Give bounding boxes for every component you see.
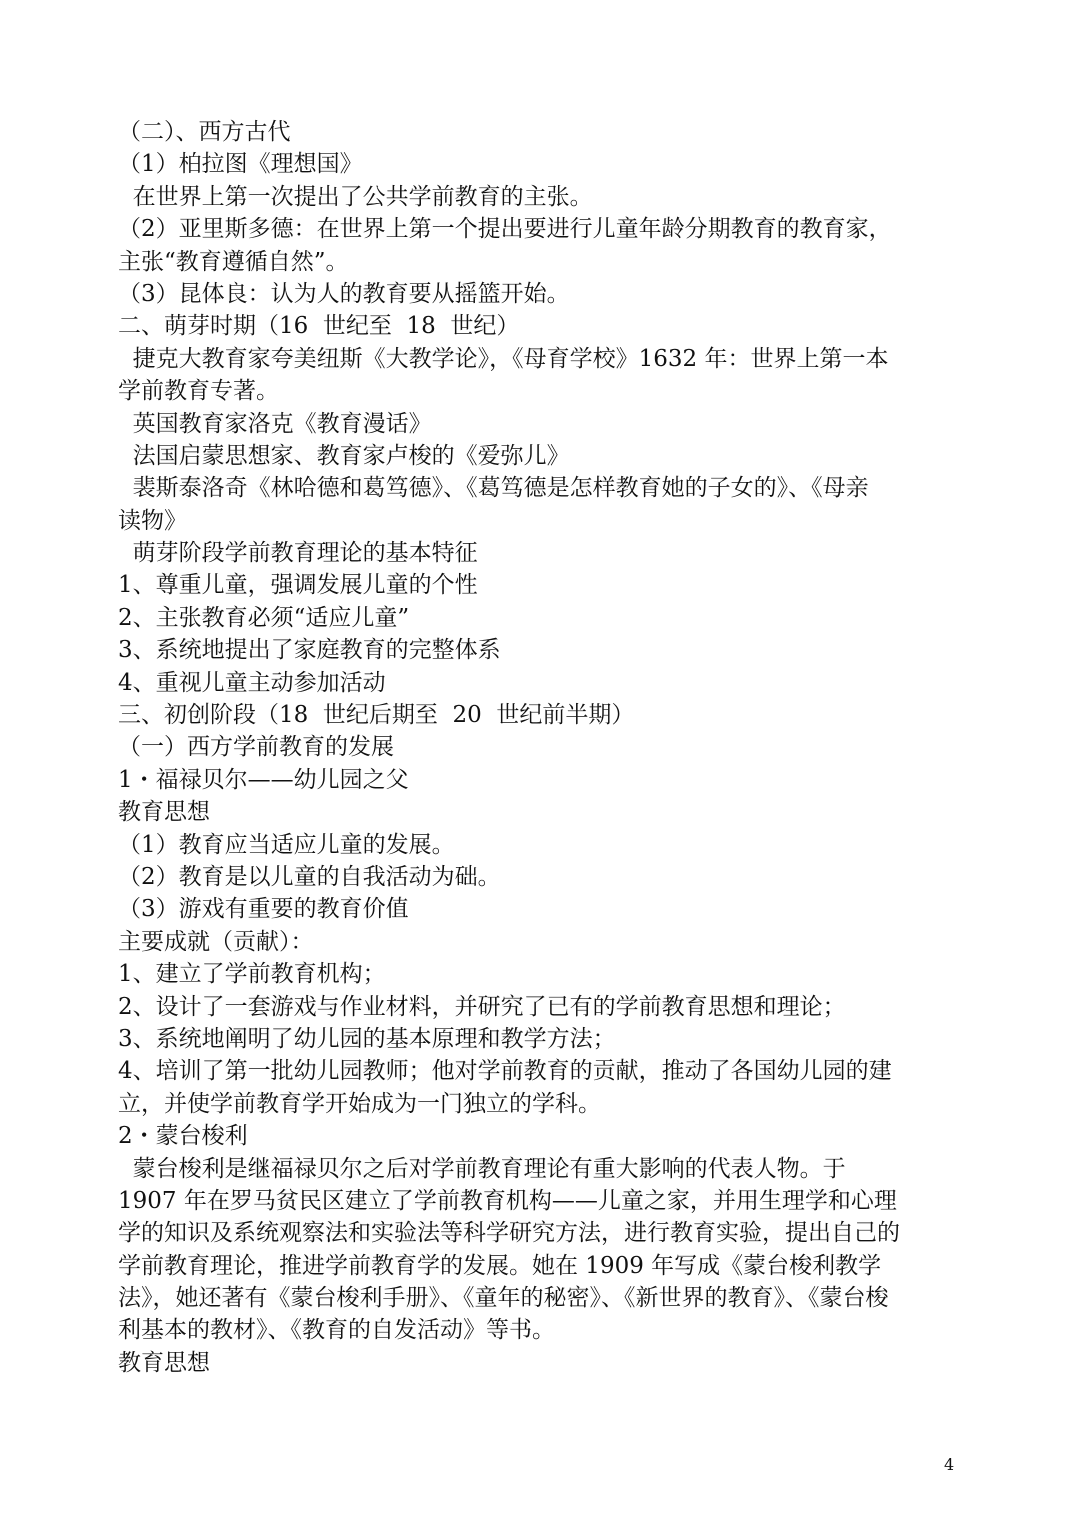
text-line: （3）昆体良：认为人的教育要从摇篮开始。 <box>118 280 570 307</box>
text-line: 2・蒙台梭利 <box>118 1123 248 1150</box>
list-item: 1、建立了学前教育机构； <box>118 961 386 988</box>
list-item: （2）教育是以儿童的自我活动为础。 <box>118 863 501 890</box>
section-heading: 二、萌芽时期（16 世纪至 18 世纪） <box>118 313 520 340</box>
section-heading: 三、初创阶段（18 世纪后期至 20 世纪前半期） <box>118 702 635 729</box>
text-line: 法》，她还著有《蒙台梭利手册》、《童年的秘密》、《新世界的教育》、《蒙台梭 <box>118 1285 889 1312</box>
text-line: 学前教育专著。 <box>118 378 279 405</box>
text-line: 学的知识及系统观察法和实验法等科学研究方法，进行教育实验，提出自己的 <box>118 1220 900 1247</box>
text-line: 读物》 <box>118 507 187 534</box>
list-item: 2、主张教育必须“适应儿童” <box>118 604 410 631</box>
text-line: 主要成就（贡献）： <box>118 928 314 955</box>
list-item: 4、重视儿童主动参加活动 <box>118 669 386 696</box>
text-line: 在世界上第一次提出了公共学前教育的主张。 <box>118 183 593 210</box>
text-line: 1907 年在罗马贫民区建立了学前教育机构——儿童之家，并用生理学和心理 <box>118 1187 897 1214</box>
page-number: 4 <box>944 1455 955 1474</box>
text-line: （1）柏拉图《理想国》 <box>118 151 363 178</box>
list-item: 1、尊重儿童，强调发展儿童的个性 <box>118 572 478 599</box>
subsection-heading: （一）西方学前教育的发展 <box>118 734 394 761</box>
text-line: 萌芽阶段学前教育理论的基本特征 <box>118 540 478 567</box>
text-line: 捷克大教育家夸美纽斯《大教学论》，《母育学校》1632 年：世界上第一本 <box>118 345 889 372</box>
list-item: 3、系统地提出了家庭教育的完整体系 <box>118 637 501 664</box>
text-line: 利基本的教材》、《教育的自发活动》等书。 <box>118 1317 555 1344</box>
text-line: 英国教育家洛克《教育漫话》 <box>118 410 432 437</box>
list-item: （3）游戏有重要的教育价值 <box>118 896 409 923</box>
text-line: 立，并使学前教育学开始成为一门独立的学科。 <box>118 1090 601 1117</box>
list-item: 3、系统地阐明了幼儿园的基本原理和教学方法； <box>118 1025 616 1052</box>
text-line: 1・福禄贝尔——幼儿园之父 <box>118 766 409 793</box>
text-line: 主张“教育遵循自然”。 <box>118 248 349 275</box>
text-line: 教育思想 <box>118 1349 210 1376</box>
text-line: 学前教育理论，推进学前教育学的发展。她在 1909 年写成《蒙台梭利教学 <box>118 1252 882 1279</box>
text-line: 法国启蒙思想家、教育家卢梭的《爱弥儿》 <box>118 442 570 469</box>
text-line: 裴斯泰洛奇《林哈德和葛笃德》、《葛笃德是怎样教育她的子女的》、《母亲 <box>118 475 869 502</box>
text-line: 教育思想 <box>118 799 210 826</box>
list-item: 2、设计了一套游戏与作业材料，并研究了已有的学前教育思想和理论； <box>118 993 846 1020</box>
list-item: （1）教育应当适应儿童的发展。 <box>118 831 455 858</box>
document-body <box>118 116 963 1379</box>
list-item: 4、培训了第一批幼儿园教师；他对学前教育的贡献，推动了各国幼儿园的建 <box>118 1058 892 1085</box>
text-line: （2）亚里斯多德：在世界上第一个提出要进行儿童年龄分期教育的教育家， <box>118 216 892 243</box>
text-line: （二）、西方古代 <box>118 119 291 145</box>
text-line: 蒙台梭利是继福禄贝尔之后对学前教育理论有重大影响的代表人物。于 <box>118 1155 846 1182</box>
